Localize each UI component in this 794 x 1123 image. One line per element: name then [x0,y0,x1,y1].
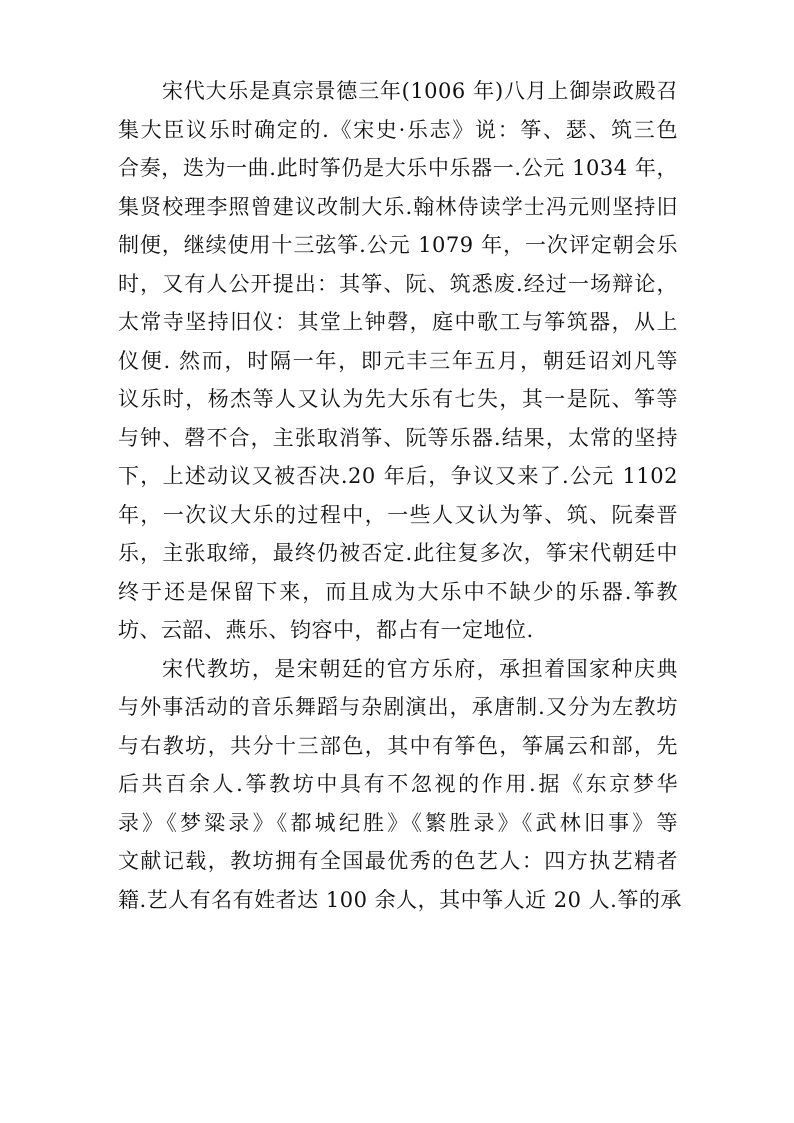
document-body [118,72,682,919]
paragraph-line: 与钟、磬不合，主张取消筝、阮等乐器.结果，太常的坚持 [118,425,678,450]
paragraph-line: 时，又有人公开提出：其筝、阮、筑悉废.经过一场辩论， [118,271,678,296]
paragraph-2 [118,650,682,920]
paragraph-line: 合奏，迭为一曲.此时筝仍是大乐中乐器一.公元 1034 年， [118,156,678,180]
paragraph-1 [118,72,678,650]
paragraph-line: 集大臣议乐时确定的.《宋史·乐志》说：筝、瑟、筑三色 [118,117,678,142]
paragraph-line: 集贤校理李照曾建议改制大乐.翰林侍读学士冯元则坚持旧 [118,194,678,219]
paragraph-line: 文献记载，教坊拥有全国最优秀的色艺人：四方执艺精者 [118,849,678,873]
paragraph-line: 太常寺坚持旧仪：其堂上钟磬，庭中歌工与筝筑器，从上 [118,310,678,334]
paragraph-line: 议乐时，杨杰等人又认为先大乐有七失，其一是阮、筝等 [118,387,678,411]
paragraph-line: 宋代教坊，是宋朝廷的官方乐府，承担着国家种庆典 [162,656,678,681]
paragraph-line: 仪便. 然而，时隔一年，即元丰三年五月，朝廷诏刘凡等 [118,348,678,373]
paragraph-line: 后共百余人.筝教坊中具有不忽视的作用.据《东京梦华 [118,772,678,796]
paragraph-line: 坊、云韶、燕乐、钧容中，都占有一定地位. [118,618,534,642]
paragraph-line: 与外事活动的音乐舞蹈与杂剧演出，承唐制.又分为左教坊 [118,695,678,719]
paragraph-line: 籍.艺人有名有姓者达 100 余人，其中筝人近 20 人.筝的承 [118,887,682,912]
paragraph-line: 录》《梦粱录》《都城纪胜》《繁胜录》《武林旧事》等 [118,810,678,835]
paragraph-line: 乐，主张取缔，最终仍被否定.此往复多次，筝宋代朝廷中 [118,541,678,565]
paragraph-line: 终于还是保留下来，而且成为大乐中不缺少的乐器.筝教 [118,579,678,604]
paragraph-line: 制便，继续使用十三弦筝.公元 1079 年，一次评定朝会乐 [118,233,678,257]
paragraph-line: 宋代大乐是真宗景德三年(1006 年)八月上御崇政殿召 [162,79,678,103]
paragraph-line: 下，上述动议又被否决.20 年后，争议又来了.公元 1102 [118,464,678,488]
paragraph-line: 与右教坊，共分十三部色，其中有筝色，筝属云和部，先 [118,733,678,758]
paragraph-line: 年，一次议大乐的过程中，一些人又认为筝、筑、阮秦晋 [118,502,678,527]
